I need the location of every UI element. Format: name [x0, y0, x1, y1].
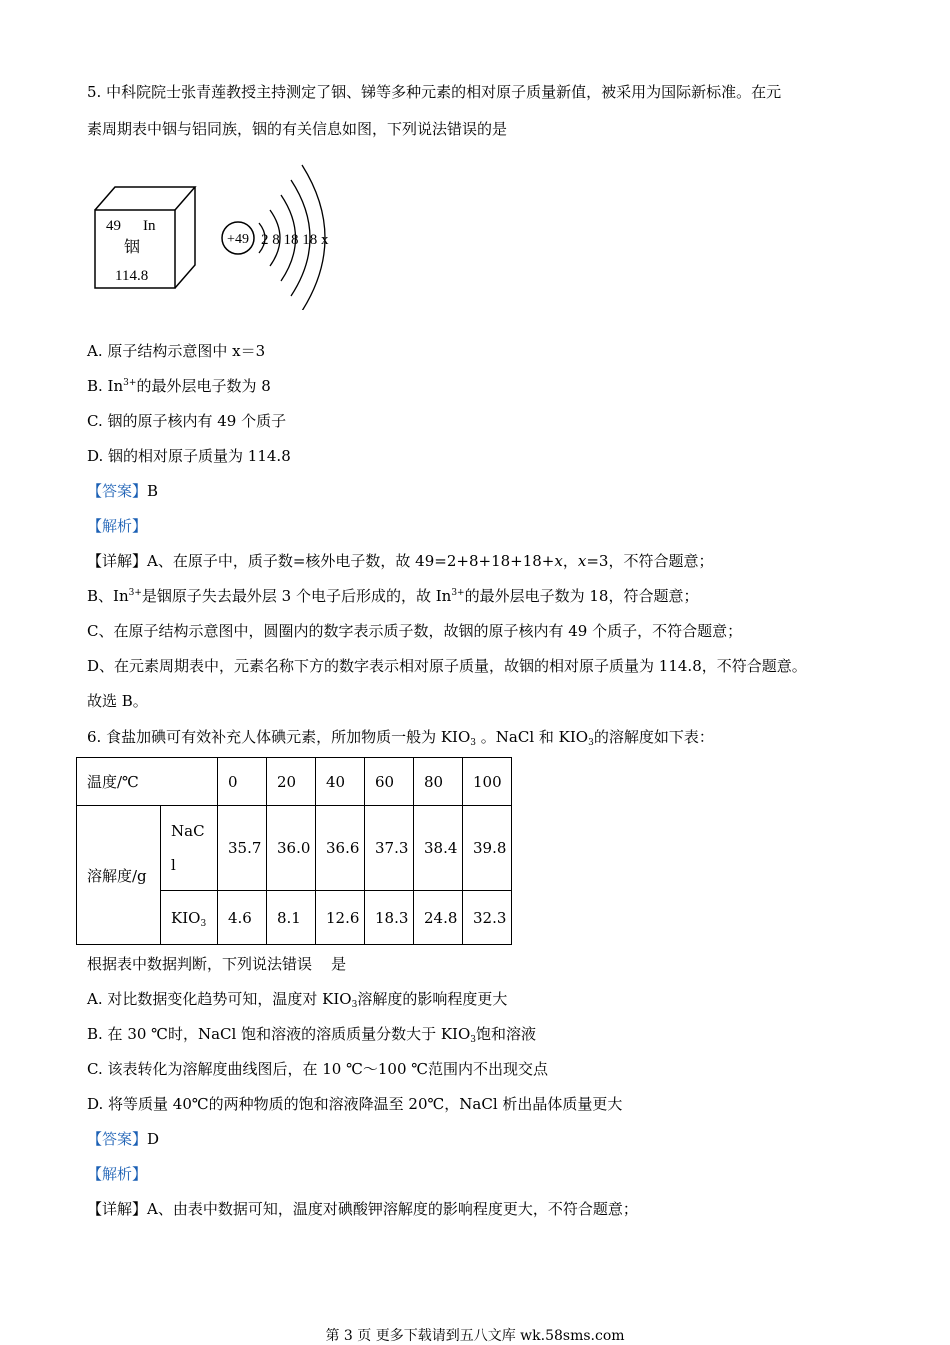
q6-detail-a: 【详解】A、由表中数据可知，温度对碘酸钾溶解度的影响程度更大，不符合题意；	[87, 1200, 638, 1218]
q5-analysis-label: 【解析】	[87, 517, 148, 535]
q5-detail-d: D、在元素周期表中，元素名称下方的数字表示相对原子质量，故铟的相对原子质量为 114.8，不符合题意。	[87, 657, 807, 675]
nacl-value: 35.7	[218, 806, 267, 891]
q6-option-b: B. 在 30 ℃时，NaCl 饱和溶液的溶质质量分数大于 $KIO_3$饱和溶液	[87, 1025, 537, 1045]
q5-stem-line2: 素周期表中铟与铝同族，铟的有关信息如图，下列说法错误的是	[87, 120, 508, 138]
page-footer: 第 3 页 更多下载请到五八文库 wk.58sms.com	[325, 1328, 625, 1344]
q5-option-c: C. 铟的原子核内有 49 个质子	[87, 412, 287, 430]
q5-option-d: D. 铟的相对原子质量为 114.8	[87, 447, 291, 465]
table-row-nacl	[77, 806, 512, 891]
temp-cell: 60	[365, 758, 414, 806]
table-row-temperature	[77, 758, 512, 806]
q6-option-d: D. 将等质量 40℃的两种物质的饱和溶液降温至 20℃，NaCl 析出晶体质量更大	[87, 1095, 623, 1113]
temp-cell: 80	[414, 758, 463, 806]
q5-detail-a: 【详解】A、在原子中，质子数=核外电子数，故 49=2+8+18+18+x，x=3，不符合题意；	[87, 552, 714, 570]
q6-answer: 【答案】D	[87, 1130, 160, 1148]
element-name: 铟	[124, 237, 141, 256]
nacl-value: 37.3	[365, 806, 414, 891]
shell-electrons: 2 8 18 18 x	[261, 232, 329, 248]
nacl-value: 36.0	[267, 806, 316, 891]
kio3-value: 12.6	[316, 891, 365, 945]
kio3-value: 8.1	[267, 891, 316, 945]
kio3-value: 24.8	[414, 891, 463, 945]
kio3-value: 4.6	[218, 891, 267, 945]
element-mass: 114.8	[115, 268, 149, 284]
kio3-label: $KIO_3$	[161, 891, 218, 945]
indium-figure	[88, 160, 348, 314]
q6-analysis-label: 【解析】	[87, 1165, 148, 1183]
q6-option-c: C. 该表转化为溶解度曲线图后，在 10 ℃～100 ℃范围内不出现交点	[87, 1060, 549, 1078]
nacl-value: 36.6	[316, 806, 365, 891]
q6-stem: 6. 食盐加碘可有效补充人体碘元素，所加物质一般为 $KIO_3$ 。NaCl 和 $KIO_3$的溶解度如下表：	[87, 728, 714, 748]
nacl-value: 38.4	[414, 806, 463, 891]
element-symbol: In	[143, 218, 156, 234]
q5-detail-b: B、$In^{3+}$是铟原子失去最外层 3 个电子后形成的，故 $In^{3+}$的最外层电子数为 18，符合题意；	[87, 587, 699, 605]
nucleus-charge: +49	[227, 232, 249, 247]
nacl-value: 39.8	[463, 806, 512, 891]
q5-option-b: B. $In^{3+}$的最外层电子数为 8	[87, 377, 271, 395]
q5-option-a: A. 原子结构示意图中 x＝3	[87, 342, 266, 360]
q5-answer: 【答案】B	[87, 482, 159, 500]
temp-cell: 100	[463, 758, 512, 806]
solubility-table	[76, 757, 512, 945]
q5-stem-line1: 5. 中科院院士张青莲教授主持测定了铟、锑等多种元素的相对原子质量新值，被采用为国际新标准。在元	[87, 83, 782, 101]
nacl-label: NaC l	[161, 806, 218, 891]
q6-option-a: A. 对比数据变化趋势可知，温度对 $KIO_3$溶解度的影响程度更大	[87, 990, 508, 1010]
kio3-value: 18.3	[365, 891, 414, 945]
q5-conclusion: 故选 B。	[87, 692, 148, 710]
temp-cell: 40	[316, 758, 365, 806]
kio3-value: 32.3	[463, 891, 512, 945]
temp-header: 温度/℃	[77, 758, 218, 806]
temp-cell: 0	[218, 758, 267, 806]
temp-cell: 20	[267, 758, 316, 806]
solubility-header: 溶解度/g	[77, 806, 161, 945]
q6-judge: 根据表中数据判断，下列说法错误 是	[87, 955, 347, 973]
element-number: 49	[106, 218, 121, 234]
q5-detail-c: C、在原子结构示意图中，圆圈内的数字表示质子数，故铟的原子核内有 49 个质子，不符合题意；	[87, 622, 743, 640]
indium-diagram	[88, 160, 348, 310]
